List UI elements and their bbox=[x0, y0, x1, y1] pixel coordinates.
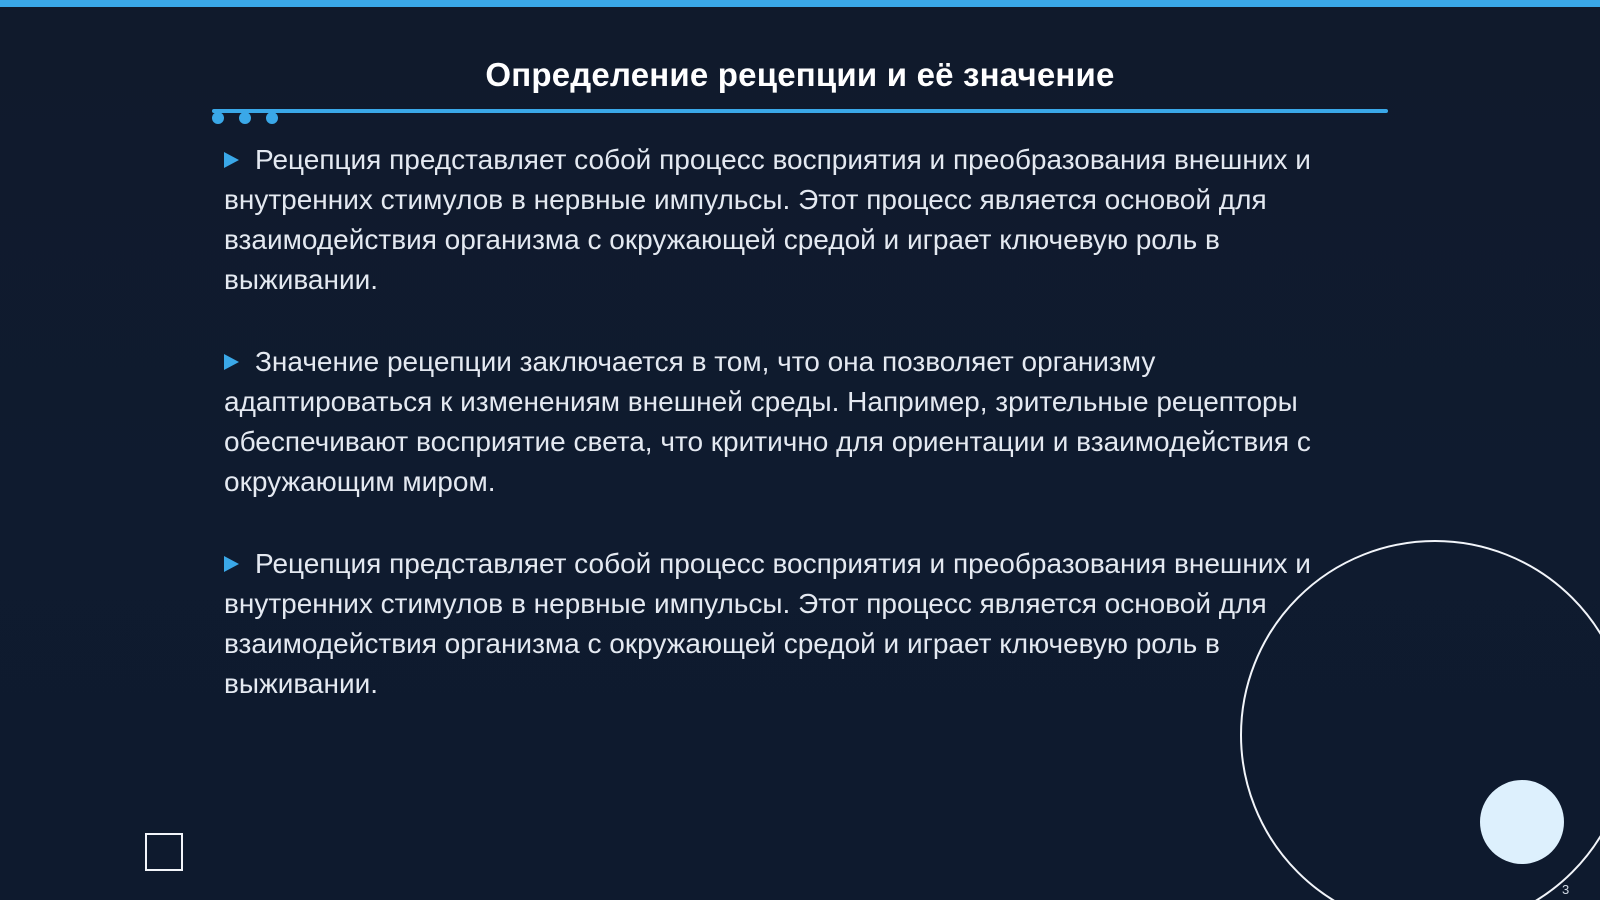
triangle-right-icon bbox=[224, 152, 239, 168]
bullet-item bbox=[224, 140, 1334, 300]
page-number: 3 bbox=[1562, 882, 1570, 897]
top-accent-strip bbox=[0, 0, 1600, 7]
bullet-text: Рецепция представляет собой процесс восприятия и преобразования внешних и внутренних стимулов в нервные импульсы. Этот процесс является основой для взаимодействия организма с окружающей средой и играет ключевую роль в выживании. bbox=[224, 144, 1311, 295]
slide-title: Определение рецепции и её значение bbox=[485, 56, 1115, 93]
bullet-text: Значение рецепции заключается в том, что она позволяет организму адаптироваться к изменениям внешней среды. Например, зрительные рецепторы обеспечивают восприятие света, что критично для ориентации и взаимодействия с окружающим миром. bbox=[224, 346, 1311, 497]
decorative-square bbox=[145, 833, 183, 871]
triangle-right-icon bbox=[224, 556, 239, 572]
bullet-item bbox=[224, 342, 1334, 502]
dot-2 bbox=[239, 112, 251, 124]
bullet-text: Рецепция представляет собой процесс восприятия и преобразования внешних и внутренних стимулов в нервные импульсы. Этот процесс является основой для взаимодействия организма с окружающей средой и играет ключевую роль в выживании. bbox=[224, 548, 1311, 699]
decorative-dots bbox=[212, 112, 282, 126]
decorative-circle bbox=[1480, 780, 1564, 864]
bullet-item bbox=[224, 544, 1334, 704]
bullet-list bbox=[224, 140, 1334, 746]
dot-1 bbox=[212, 112, 224, 124]
triangle-right-icon bbox=[224, 354, 239, 370]
title-underline bbox=[212, 109, 1388, 113]
dot-3 bbox=[266, 112, 278, 124]
